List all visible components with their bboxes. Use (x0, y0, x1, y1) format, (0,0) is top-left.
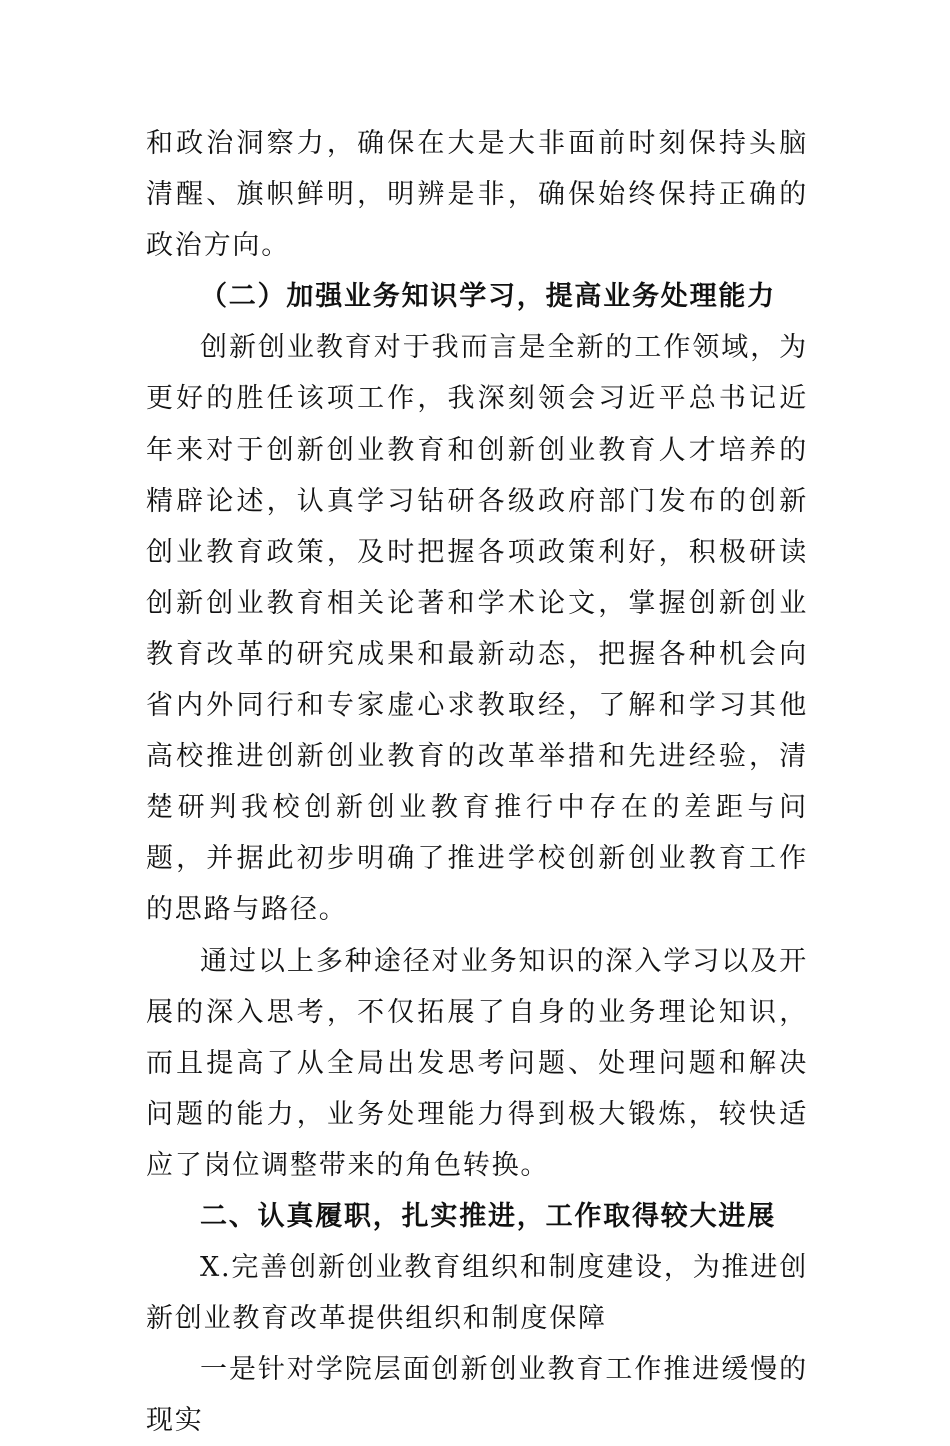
chapter-heading-2: 二、认真履职，扎实推进，工作取得较大进展 (200, 1200, 776, 1232)
document-body (146, 118, 808, 1446)
paragraph-study-result: 通过以上多种途径对业务知识的深入学习以及开展的深入思考，不仅拓展了自身的业务理论知识，而且提高了从全局出发思考问题、处理问题和解决问题的能力，业务处理能力得到极大锻炼，较快适应了岗位调整带来的角色转换。 (146, 945, 808, 1181)
item-heading-x: X.完善创新创业教育组织和制度建设，为推进创新创业教育改革提供组织和制度保障 (146, 1252, 808, 1335)
paragraph-first-point: 一是针对学院层面创新创业教育工作推进缓慢的现实 (146, 1354, 808, 1437)
paragraph-business-study: 创新创业教育对于我而言是全新的工作领域，为更好的胜任该项工作，我深刻领会习近平总书记近年来对于创新创业教育和创新创业教育人才培养的精辟论述，认真学习钻研各级政府部门发布的创新创业教育政策，及时把握各项政策利好，积极研读创新创业教育相关论著和学术论文，掌握创新创业教育改革的研究成果和最新动态，把握各种机会向省内外同行和专家虚心求教取经，了解和学习其他高校推进创新创业教育的改革举措和先进经验，清楚研判我校创新创业教育推行中存在的差距与问题，并据此初步明确了推进学校创新创业教育工作的思路与路径。 (146, 332, 808, 926)
paragraph-continuation: 和政治洞察力，确保在大是大非面前时刻保持头脑清醒、旗帜鲜明，明辨是非，确保始终保持正确的政治方向。 (146, 128, 808, 262)
section-heading-2: （二）加强业务知识学习，提高业务处理能力 (200, 281, 776, 313)
